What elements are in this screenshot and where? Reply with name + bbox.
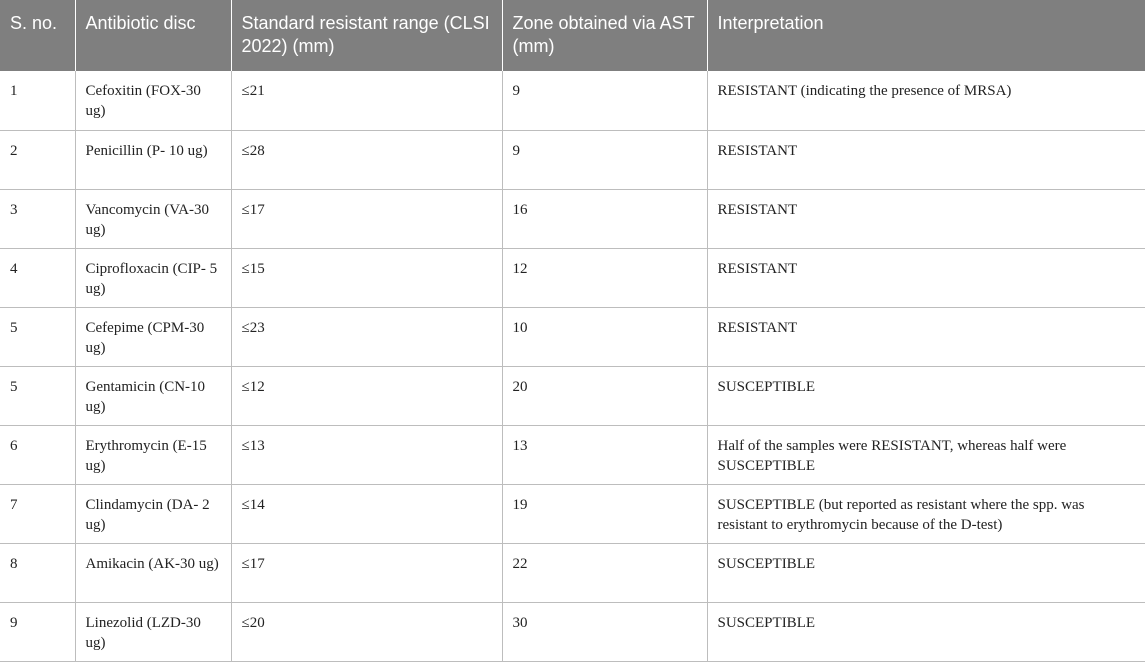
cell-standard-range: ≤21 xyxy=(231,71,502,130)
table-row xyxy=(0,130,1145,189)
header-antibiotic-disc: Antibiotic disc xyxy=(75,0,231,71)
table-row xyxy=(0,543,1145,602)
cell-sno: 9 xyxy=(0,602,75,661)
table-row xyxy=(0,602,1145,661)
cell-antibiotic-disc: Gentamicin (CN-10 ug) xyxy=(75,366,231,425)
cell-standard-range: ≤17 xyxy=(231,543,502,602)
header-standard-range: Standard resistant range (CLSI 2022) (mm) xyxy=(231,0,502,71)
cell-interpretation: SUSCEPTIBLE xyxy=(707,543,1145,602)
cell-zone-obtained: 9 xyxy=(502,130,707,189)
cell-sno: 5 xyxy=(0,366,75,425)
cell-sno: 2 xyxy=(0,130,75,189)
table-row xyxy=(0,366,1145,425)
cell-standard-range: ≤28 xyxy=(231,130,502,189)
cell-antibiotic-disc: Cefoxitin (FOX-30 ug) xyxy=(75,71,231,130)
cell-sno: 4 xyxy=(0,248,75,307)
cell-interpretation: RESISTANT xyxy=(707,248,1145,307)
cell-interpretation: RESISTANT xyxy=(707,307,1145,366)
cell-zone-obtained: 12 xyxy=(502,248,707,307)
cell-antibiotic-disc: Penicillin (P- 10 ug) xyxy=(75,130,231,189)
cell-antibiotic-disc: Amikacin (AK-30 ug) xyxy=(75,543,231,602)
header-interpretation: Interpretation xyxy=(707,0,1145,71)
cell-antibiotic-disc: Clindamycin (DA- 2 ug) xyxy=(75,484,231,543)
table-body xyxy=(0,71,1145,661)
cell-standard-range: ≤23 xyxy=(231,307,502,366)
table-row xyxy=(0,307,1145,366)
cell-standard-range: ≤17 xyxy=(231,189,502,248)
cell-sno: 5 xyxy=(0,307,75,366)
cell-zone-obtained: 30 xyxy=(502,602,707,661)
cell-antibiotic-disc: Cefepime (CPM-30 ug) xyxy=(75,307,231,366)
table-row xyxy=(0,71,1145,130)
table-row xyxy=(0,425,1145,484)
cell-standard-range: ≤15 xyxy=(231,248,502,307)
header-zone-obtained: Zone obtained via AST (mm) xyxy=(502,0,707,71)
header-sno: S. no. xyxy=(10,13,58,33)
table-row xyxy=(0,189,1145,248)
cell-standard-range: ≤13 xyxy=(231,425,502,484)
table-header xyxy=(0,0,1145,71)
cell-zone-obtained: 22 xyxy=(502,543,707,602)
cell-antibiotic-disc: Vancomycin (VA-30 ug) xyxy=(75,189,231,248)
cell-sno: 1 xyxy=(0,71,75,130)
cell-interpretation: RESISTANT (indicating the presence of MRSA) xyxy=(707,71,1145,130)
cell-zone-obtained: 9 xyxy=(502,71,707,130)
table-row xyxy=(0,248,1145,307)
cell-antibiotic-disc: Erythromycin (E-15 ug) xyxy=(75,425,231,484)
cell-interpretation: SUSCEPTIBLE (but reported as resistant where the spp. was resistant to erythromycin because of the D-test) xyxy=(707,484,1145,543)
table-row xyxy=(0,484,1145,543)
cell-sno: 6 xyxy=(0,425,75,484)
cell-standard-range: ≤12 xyxy=(231,366,502,425)
cell-sno: 8 xyxy=(0,543,75,602)
cell-zone-obtained: 13 xyxy=(502,425,707,484)
cell-interpretation: SUSCEPTIBLE xyxy=(707,602,1145,661)
cell-antibiotic-disc: Ciprofloxacin (CIP- 5 ug) xyxy=(75,248,231,307)
cell-interpretation: RESISTANT xyxy=(707,130,1145,189)
cell-standard-range: ≤14 xyxy=(231,484,502,543)
cell-zone-obtained: 20 xyxy=(502,366,707,425)
cell-sno: 7 xyxy=(0,484,75,543)
cell-zone-obtained: 16 xyxy=(502,189,707,248)
cell-standard-range: ≤20 xyxy=(231,602,502,661)
cell-zone-obtained: 19 xyxy=(502,484,707,543)
cell-interpretation: Half of the samples were RESISTANT, whereas half were SUSCEPTIBLE xyxy=(707,425,1145,484)
cell-interpretation: SUSCEPTIBLE xyxy=(707,366,1145,425)
cell-zone-obtained: 10 xyxy=(502,307,707,366)
cell-interpretation: RESISTANT xyxy=(707,189,1145,248)
cell-antibiotic-disc: Linezolid (LZD-30 ug) xyxy=(75,602,231,661)
cell-sno: 3 xyxy=(0,189,75,248)
header-row xyxy=(0,0,1145,71)
